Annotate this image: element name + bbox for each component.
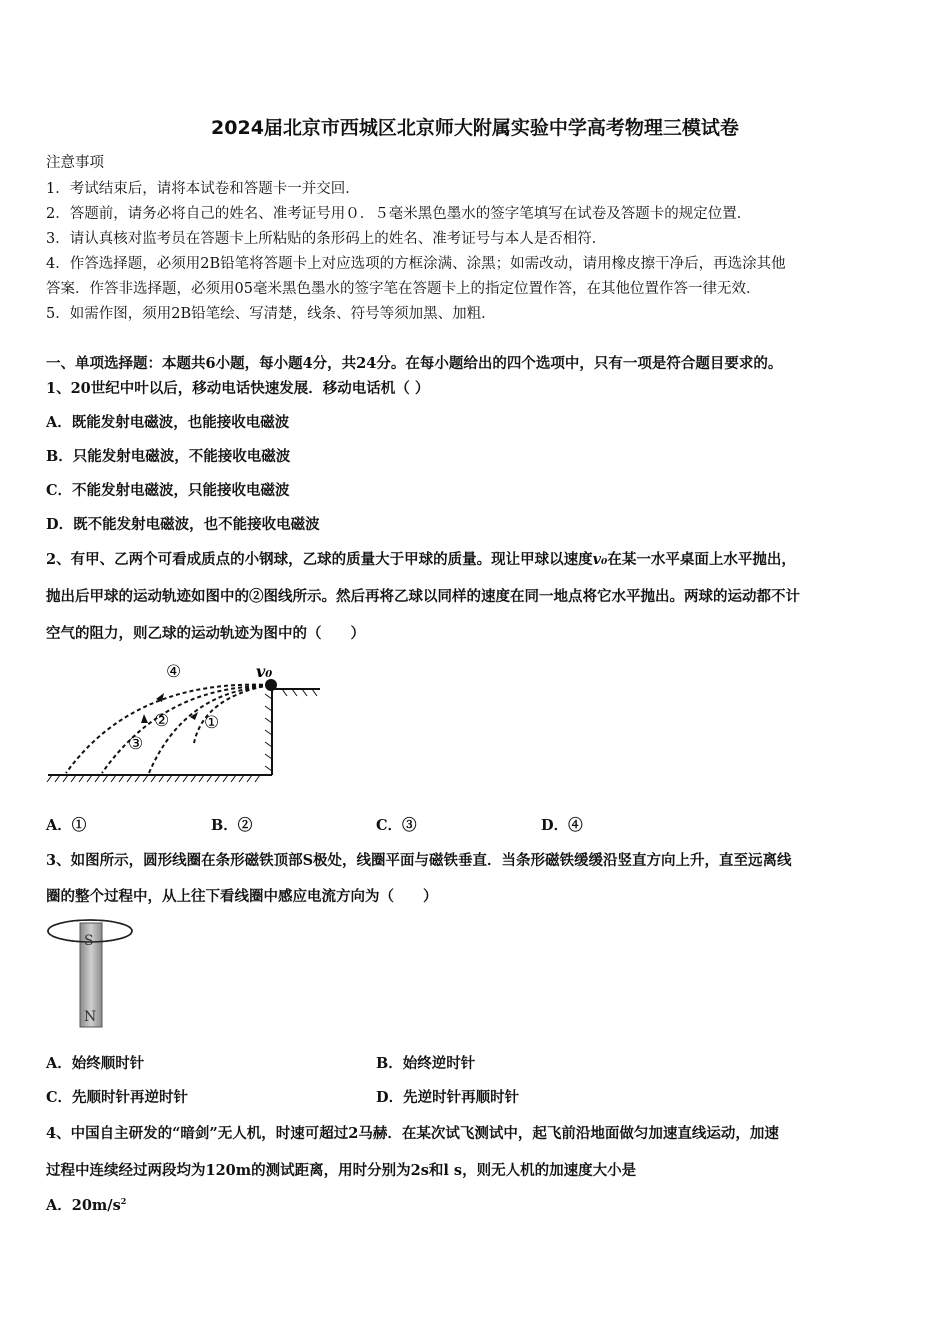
notice-item: 5．如需作图，须用2B铅笔绘、写清楚，线条、符号等须加黑、加粗． (46, 306, 496, 322)
section-heading: 一、单项选择题：本题共6小题，每小题4分，共24分。在每小题给出的四个选项中，只有一项是符合题目要求的。 (46, 355, 783, 372)
question-2-line-1 (46, 548, 796, 569)
question-3-line-1: 3、如图所示，圆形线圈在条形磁铁顶部S极处，线圈平面与磁铁垂直．当条形磁铁缓缓沿竖直方向上升，直至远离线 (46, 852, 792, 869)
question-4-line-2: 过程中连续经过两段均为120m的测试距离，用时分别为2s和l s，则无人机的加速度大小是 (46, 1162, 637, 1179)
question-2-line-3: 空气的阻力，则乙球的运动轨迹为图中的（ ） (46, 625, 365, 642)
question-1-stem: 1、20世纪中叶以后，移动电话快速发展．移动电话机（ ） (46, 380, 430, 397)
label-4: ④ (166, 662, 182, 682)
notice-item: 1．考试结束后，请将本试卷和答题卡一并交回． (46, 181, 360, 197)
label-2: ② (154, 711, 170, 731)
notice-item: 3．请认真核对监考员在答题卡上所粘贴的条形码上的姓名、准考证号与本人是否相符． (46, 231, 607, 247)
question-1-option-c: C．不能发射电磁波，只能接收电磁波 (46, 482, 290, 499)
question-1-option-b: B．只能发射电磁波，不能接收电磁波 (46, 448, 291, 465)
question-4-line-1: 4、中国自主研发的“暗剑”无人机，时速可超过2马赫．在某次试飞测试中，起飞前沿地面做匀加速直线运动，加速 (46, 1125, 779, 1142)
notice-heading: 注意事项 (46, 155, 104, 171)
magnet-s-pole: S (84, 933, 94, 949)
question-2-text: 在某一水平桌面上水平抛出， (607, 551, 796, 568)
question-3-option-c: C．先顺时针再逆时针 (46, 1089, 189, 1106)
magnet-figure (44, 915, 136, 1030)
velocity-symbol: v₀ (592, 551, 608, 568)
question-3-line-2: 圈的整个过程中，从上往下看线圈中感应电流方向为（ ） (46, 888, 438, 905)
question-1-option-d: D．既不能发射电磁波，也不能接收电磁波 (46, 516, 320, 533)
label-3: ③ (128, 734, 144, 754)
projectile-figure (44, 655, 334, 790)
notice-item: 答案．作答非选择题，必须用05毫米黑色墨水的签字笔在答题卡上的指定位置作答，在其他位置作答一律无效． (46, 281, 761, 297)
label-1: ① (204, 713, 220, 733)
question-2-option-d: D．④ (541, 817, 583, 834)
question-2-text: 2、有甲、乙两个可看成质点的小钢球，乙球的质量大于甲球的质量。现让甲球以速度 (46, 551, 593, 568)
option-a-exponent: 2 (120, 1196, 127, 1207)
question-3-option-b: B．始终逆时针 (376, 1055, 476, 1072)
magnet-n-pole: N (84, 1009, 97, 1025)
question-2-option-b: B．② (211, 817, 253, 834)
notice-item: 2．答题前，请务必将自己的姓名、准考证号用０．５毫米黑色墨水的签字笔填写在试卷及答题卡的规定位置． (46, 206, 752, 222)
notice-item: 4．作答选择题，必须用2B铅笔将答题卡上对应选项的方框涂满、涂黑；如需改动，请用橡皮擦干净后，再选涂其他 (46, 256, 786, 272)
question-2-option-c: C．③ (376, 817, 417, 834)
question-4-option-a (46, 1194, 126, 1215)
question-1-option-a: A．既能发射电磁波，也能接收电磁波 (46, 414, 290, 431)
question-2-line-2: 抛出后甲球的运动轨迹如图中的②图线所示。然后再将乙球以同样的速度在同一地点将它水平抛出。两球的运动都不计 (46, 588, 800, 605)
question-3-option-d: D．先逆时针再顺时针 (376, 1089, 520, 1106)
option-a-text: A．20m/s (46, 1197, 121, 1214)
question-2-option-a: A．① (46, 817, 87, 834)
page-title: 2024届北京市西城区北京师大附属实验中学高考物理三模试卷 (211, 117, 739, 139)
label-v0: v₀ (256, 662, 273, 681)
question-3-option-a: A．始终顺时针 (46, 1055, 145, 1072)
